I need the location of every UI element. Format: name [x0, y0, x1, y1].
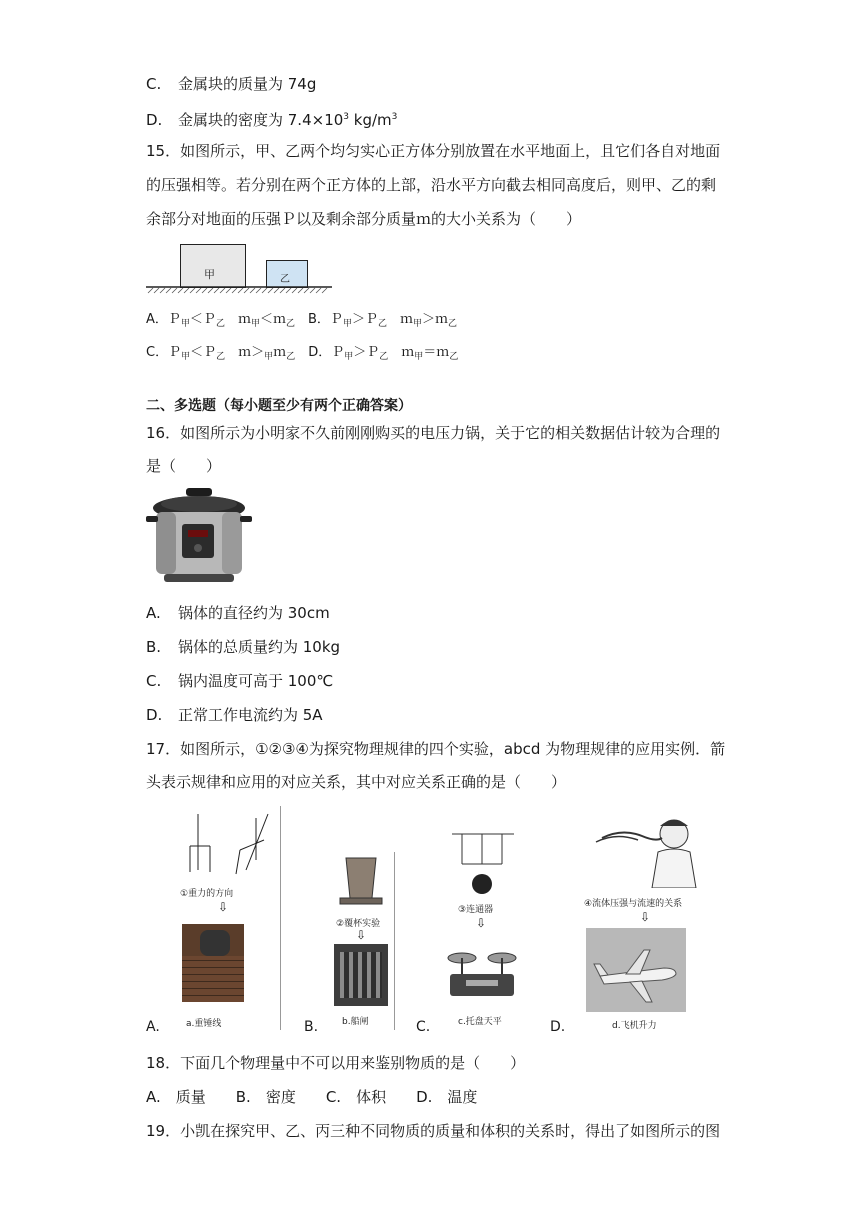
subscript: 乙: [216, 352, 226, 362]
q16-option-d: [146, 705, 323, 725]
figure-c-top-caption: ③连通器: [458, 905, 494, 915]
option-letter: C.: [146, 75, 162, 93]
q17-line-2: 头表示规律和应用的对应关系，其中对应关系正确的是（ ）: [146, 773, 567, 791]
option-text: 锅体的直径约为 30cm: [178, 604, 330, 622]
q15-line-2: 的压强相等。若分别在两个正方体的上部，沿水平方向截去相同高度后，则甲、乙的剩: [146, 176, 717, 194]
figure-a-bottom-caption: a.重锤线: [186, 1019, 222, 1029]
option-letter: C.: [146, 672, 162, 690]
pressure-cooker-icon: [146, 486, 252, 590]
airplane-icon: [586, 928, 686, 1012]
opt-text: D．Ｐ: [295, 345, 345, 360]
balance-scale-icon: [444, 934, 520, 1004]
option-text: 金属块的密度为 7.4×10: [178, 111, 344, 129]
opt-text: ＞: [251, 345, 265, 360]
subscript: 甲: [414, 352, 424, 362]
q15-figure: [146, 240, 332, 294]
q16-line-2: 是（ ）: [146, 457, 222, 475]
subscript: 乙: [449, 352, 459, 362]
down-arrow-icon: ⇩: [218, 900, 229, 914]
figure-b-top-caption: ②覆杯实验: [336, 919, 381, 929]
figure-d-top-caption: ④流体压强与流速的关系: [584, 899, 683, 909]
option-text: 正常工作电流约为 5A: [178, 706, 323, 724]
subscript: 甲: [180, 319, 190, 329]
q17-figure-d: [582, 812, 700, 1030]
q16-option-c: [146, 671, 333, 691]
opt-text: ＞Ｐ: [351, 312, 378, 327]
subscript: 乙: [286, 352, 296, 362]
subscript: 乙: [448, 319, 458, 329]
subscript: 乙: [286, 319, 296, 329]
q15-options-ab: [146, 310, 457, 334]
q16-line-1: 16．如图所示为小明家不久前刚刚购买的电压力锅，关于它的相关数据估计较为合理的: [146, 424, 721, 442]
opt-text: ｍ: [225, 345, 252, 360]
subscript: 甲: [250, 319, 260, 329]
opt-text: ＜Ｐ: [190, 345, 217, 360]
subscript: 甲: [344, 352, 354, 362]
q15-options-cd: [146, 343, 458, 367]
subscript: 乙: [215, 319, 225, 329]
option-text: 锅体的总质量约为 10kg: [178, 638, 341, 656]
subscript: 甲: [264, 352, 274, 362]
figure-a-top-caption: ①重力的方向: [180, 889, 234, 899]
q17-option-c-letter: C.: [416, 1019, 431, 1035]
q14-option-d: [146, 107, 397, 130]
opt-text: ＜ｍ: [259, 312, 286, 327]
down-arrow-icon: ⇩: [356, 928, 367, 942]
section-heading: 二、多选题（每小题至少有两个正确答案）: [146, 398, 412, 414]
opt-text: C．Ｐ: [146, 345, 182, 360]
option-text: 锅内温度可高于 100℃: [178, 672, 334, 690]
plumb-line-icon: [176, 810, 276, 880]
blowing-paper-icon: [582, 812, 700, 888]
q17-option-a-letter: A.: [146, 1019, 160, 1035]
q17-line-1: 17．如图所示，①②③④为探究物理规律的四个实验，abcd 为物理规律的应用实例．箭: [146, 740, 726, 758]
q17-figure-c: [444, 826, 520, 1030]
opt-text: ＞ｍ: [422, 312, 449, 327]
subscript: 乙: [379, 352, 389, 362]
q15-line-1: 15．如图所示，甲、乙两个均匀实心正方体分别放置在水平地面上，且它们各自对地面: [146, 142, 721, 160]
figure-c-bottom-caption: c.托盘天平: [458, 1017, 502, 1027]
subscript: 甲: [342, 319, 352, 329]
exponent: 3: [391, 112, 398, 122]
opt-text: ＜Ｐ: [189, 312, 216, 327]
subscript: 乙: [377, 319, 387, 329]
option-letter: D.: [146, 706, 163, 724]
q17-option-b-letter: B.: [304, 1019, 319, 1035]
brick-wall-photo: [182, 924, 244, 1002]
q17-figure-a: [172, 806, 281, 1030]
q18-line-1: 18．下面几个物理量中不可以用来鉴别物质的是（ ）: [146, 1054, 526, 1072]
cube-jia-label: 甲: [204, 268, 215, 281]
pressure-cooker-image: [146, 486, 252, 590]
subscript: 甲: [181, 352, 191, 362]
unit-text: kg/m: [349, 111, 392, 129]
q16-option-b: [146, 637, 340, 657]
ground-hatch: [146, 286, 332, 294]
opt-text: ＝ｍ: [423, 345, 450, 360]
figure-d-bottom-caption: d.飞机升力: [612, 1021, 657, 1031]
q14-option-c: [146, 74, 316, 94]
opt-text: ＞Ｐ: [353, 345, 380, 360]
option-letter: A.: [146, 604, 161, 622]
subscript: 甲: [413, 319, 423, 329]
down-arrow-icon: ⇩: [640, 910, 651, 924]
down-arrow-icon: ⇩: [476, 916, 487, 930]
connected-vessel-icon: [448, 828, 518, 898]
ship-lock-photo: [334, 944, 388, 1006]
option-letter: D.: [146, 111, 163, 129]
opt-text: A．Ｐ: [146, 312, 181, 327]
airplane-photo: [586, 928, 686, 1012]
glass-cup-icon: [336, 854, 386, 910]
opt-text: ｍ: [273, 345, 287, 360]
opt-text: ｍ: [386, 312, 413, 327]
q18-options: A. 质量 B. 密度 C. 体积 D. 温度: [146, 1088, 478, 1106]
q16-option-a: [146, 603, 330, 623]
exponent: 3: [343, 112, 350, 122]
opt-text: ｍ: [224, 312, 251, 327]
q17-figure-b: [328, 852, 395, 1030]
option-text: 金属块的质量为 74g: [178, 75, 317, 93]
opt-text: B．Ｐ: [295, 312, 343, 327]
option-letter: B.: [146, 638, 162, 656]
opt-text: ｍ: [388, 345, 415, 360]
q19-line-1: 19．小凯在探究甲、乙、丙三种不同物质的质量和体积的关系时，得出了如图所示的图: [146, 1122, 721, 1140]
q17-option-d-letter: D.: [550, 1019, 566, 1035]
cube-yi-label: 乙: [280, 274, 290, 285]
figure-b-bottom-caption: b.船闸: [342, 1017, 369, 1027]
q15-line-3: 余部分对地面的压强Ｐ以及剩余部分质量ｍ的大小关系为（ ）: [146, 210, 582, 228]
